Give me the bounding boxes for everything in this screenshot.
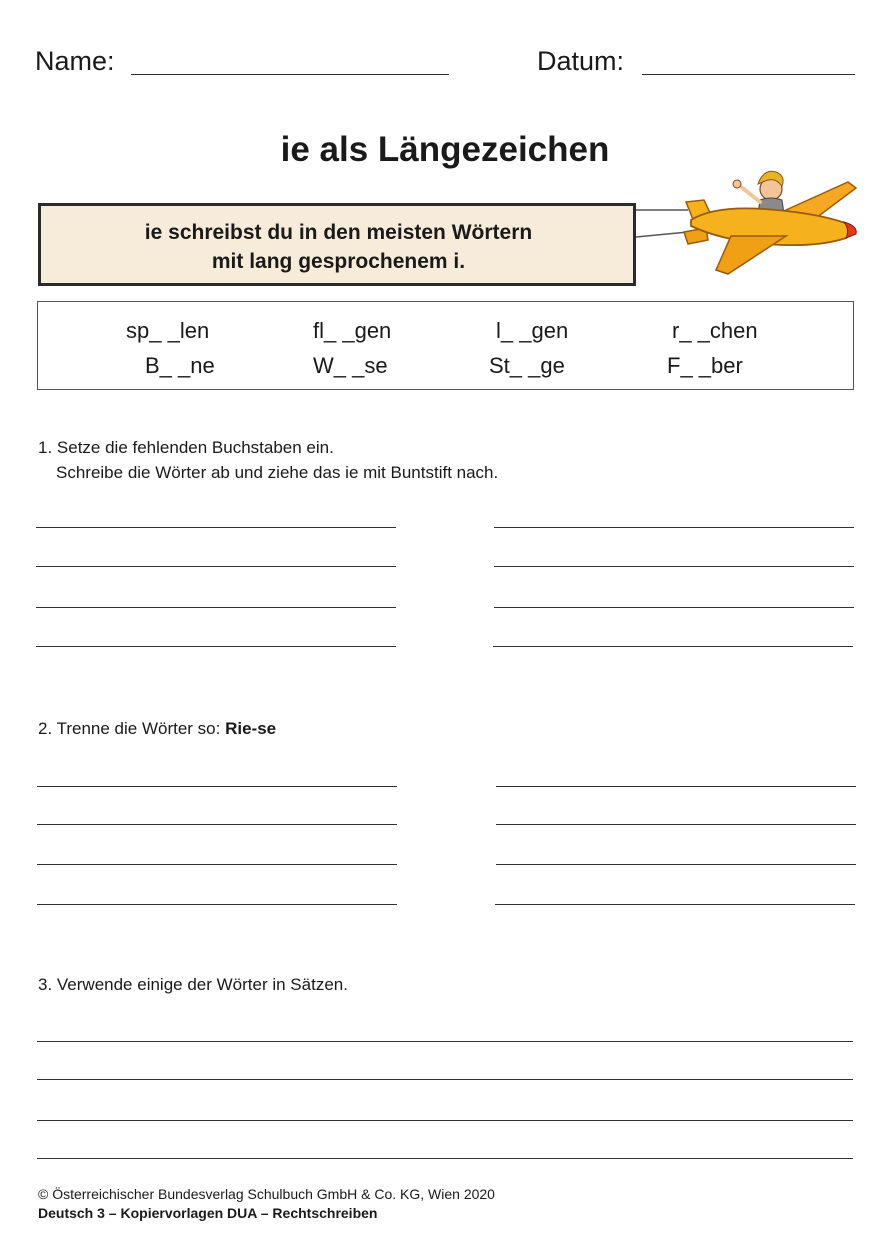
word-item: W_ _se — [313, 353, 388, 378]
date-line[interactable] — [642, 74, 855, 75]
writing-line[interactable] — [493, 646, 853, 647]
task-3-instructions: 3. Verwende einige der Wörter in Sätzen. — [38, 975, 348, 994]
word-box — [37, 301, 854, 390]
writing-line[interactable] — [36, 607, 396, 608]
writing-line[interactable] — [37, 1120, 853, 1121]
writing-line[interactable] — [37, 1158, 853, 1159]
writing-line[interactable] — [494, 607, 854, 608]
rule-line-2: mit lang gesprochenem i. — [211, 250, 466, 273]
writing-line[interactable] — [36, 646, 396, 647]
task-2-example: Rie-se — [225, 719, 277, 738]
writing-line[interactable] — [495, 904, 855, 905]
task-2-text: 2. Trenne die Wörter so: — [38, 719, 226, 738]
task-2-instructions — [38, 716, 276, 741]
writing-line[interactable] — [496, 864, 856, 865]
name-line[interactable] — [131, 74, 449, 75]
word-item: l_ _gen — [496, 318, 569, 343]
rule-text — [61, 218, 616, 276]
rule-banner — [38, 203, 636, 286]
writing-line[interactable] — [37, 824, 397, 825]
airplane-with-child-icon — [636, 162, 862, 280]
task-1-line-1: 1. Setze die fehlenden Buchstaben ein. — [38, 438, 334, 457]
copyright-notice: © Österreichischer Bundesverlag Schulbuch GmbH & Co. KG, Wien 2020 — [38, 1186, 495, 1202]
name-label: Name: — [35, 46, 115, 76]
task-1-line-2: Schreibe die Wörter ab und ziehe das ie mit Buntstift nach. — [56, 463, 499, 482]
word-item: r_ _chen — [672, 318, 758, 343]
word-item: sp_ _len — [126, 318, 210, 343]
writing-line[interactable] — [37, 904, 397, 905]
word-item: fl_ _gen — [313, 318, 392, 343]
writing-line[interactable] — [496, 824, 856, 825]
word-item: B_ _ne — [145, 353, 215, 378]
page-title: ie als Längezeichen — [280, 130, 610, 169]
writing-line[interactable] — [37, 1079, 853, 1080]
date-label: Datum: — [537, 46, 625, 76]
writing-line[interactable] — [494, 566, 854, 567]
writing-line[interactable] — [36, 566, 396, 567]
rule-line-1: ie schreibst du in den meisten Wörtern — [144, 221, 533, 244]
book-title: Deutsch 3 – Kopiervorlagen DUA – Rechtschreiben — [38, 1205, 378, 1221]
writing-line[interactable] — [37, 1041, 853, 1042]
writing-line[interactable] — [37, 864, 397, 865]
writing-line[interactable] — [494, 527, 854, 528]
writing-line[interactable] — [496, 786, 856, 787]
task-1-instructions — [38, 435, 498, 485]
writing-line[interactable] — [36, 527, 396, 528]
word-item: St_ _ge — [489, 353, 565, 378]
word-item: F_ _ber — [667, 353, 743, 378]
writing-line[interactable] — [37, 786, 397, 787]
